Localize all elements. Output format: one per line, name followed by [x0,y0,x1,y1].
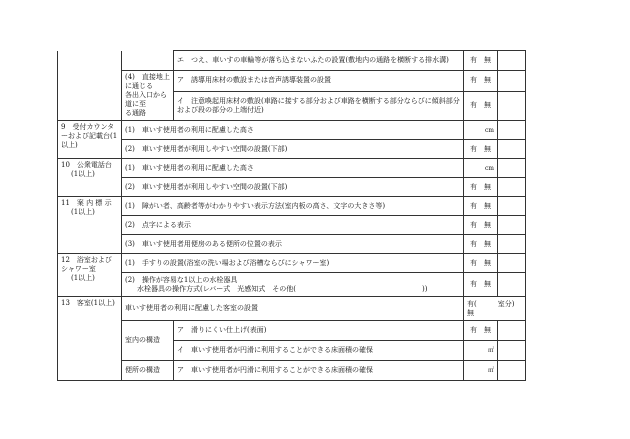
category-label: 12 浴室およびシャワー室 (1以上) [58,254,122,297]
item-text: ア 滑りにくい仕上げ(表面) [174,321,464,341]
sub-category: (4) 直接地上に通じる 各出入口から道に至 る通路 [122,71,174,121]
table-row [58,51,526,71]
item-text: (2) 車いす使用者が利用しやすい空間の設置(下部) [122,140,464,159]
item-text: (2) 点字による表示 [122,216,464,235]
item-text: イ 注意喚起用床材の敷設(車路に接する部分および車路を横断する部分ならびに傾斜部分および段の部分の上端付近) [174,91,464,120]
item-text: (2) 車いす使用者が利用しやすい空間の設置(下部) [122,178,464,197]
category-label: 9 受付カウンターおよび記載台(1以上) [58,121,122,159]
table-row [58,197,526,216]
yes-no-value: 有 無 [464,51,498,71]
item-text: (2) 操作が容易な1以上の水栓器具 水栓器具の操作方式(レバー式 光感知式 その他( )) [122,273,464,297]
item-text: エ つえ、車いすの車輪等が落ち込まないふたの設置(敷地内の通路を横断する排水溝) [174,51,464,71]
yes-no-value: 有 無 [464,197,498,216]
yes-no-value: 有 無 [464,140,498,159]
yes-no-value: 有 無 [464,321,498,341]
table-row [58,140,526,159]
checklist-table [57,50,526,381]
table-row [58,216,526,235]
sub-category: 室内の構造 [122,321,174,361]
item-text: (1) 障がい者、高齢者等がわかりやすい表示方法(室内板の高さ、文字の大きさ等) [122,197,464,216]
table-row [58,321,526,341]
yes-no-value: 有 無 [464,178,498,197]
table-row [58,178,526,197]
table-row [58,254,526,273]
item-text: (1) 車いす使用者の利用に配慮した高さ [122,159,464,178]
item-text: (3) 車いす使用者用便房のある便所の位置の表示 [122,235,464,254]
category-label: 10 公衆電話台 (1以上) [58,159,122,197]
category-label: 11 案 内 標 示 (1以上) [58,197,122,254]
unit-label: ㎡ [464,341,498,361]
unit-label: ㎡ [464,361,498,381]
item-text: イ 車いす使用者が円滑に利用することができる床面積の確保 [174,341,464,361]
yes-no-value: 有 無 [464,273,498,297]
table-row [58,297,526,321]
yes-no-value: 有 無 [464,216,498,235]
room-count-value: 有( 室分) 無 [464,297,526,321]
table-row [58,273,526,297]
table-row [58,235,526,254]
yes-no-value: 有 無 [464,91,498,120]
category-label: 13 客室(1以上) [58,297,122,381]
item-text: (1) 手すりの設置(浴室の洗い場および浴槽ならびにシャワー室) [122,254,464,273]
unit-label: cm [464,159,498,178]
unit-label: cm [464,121,498,140]
table-row [58,361,526,381]
item-text: 車いす使用者の利用に配慮した客室の設置 [122,297,464,321]
item-text: ア 車いす使用者が円滑に利用することができる床面積の確保 [174,361,464,381]
yes-no-value: 有 無 [464,235,498,254]
table-row [58,121,526,140]
item-text: (1) 車いす使用者の利用に配慮した高さ [122,121,464,140]
yes-no-value: 有 無 [464,71,498,92]
yes-no-value: 有 無 [464,254,498,273]
sub-category: 便所の構造 [122,361,174,381]
table-row [58,159,526,178]
item-text: ア 誘導用床材の敷設または音声誘導装置の設置 [174,71,464,92]
table-row [58,71,526,92]
